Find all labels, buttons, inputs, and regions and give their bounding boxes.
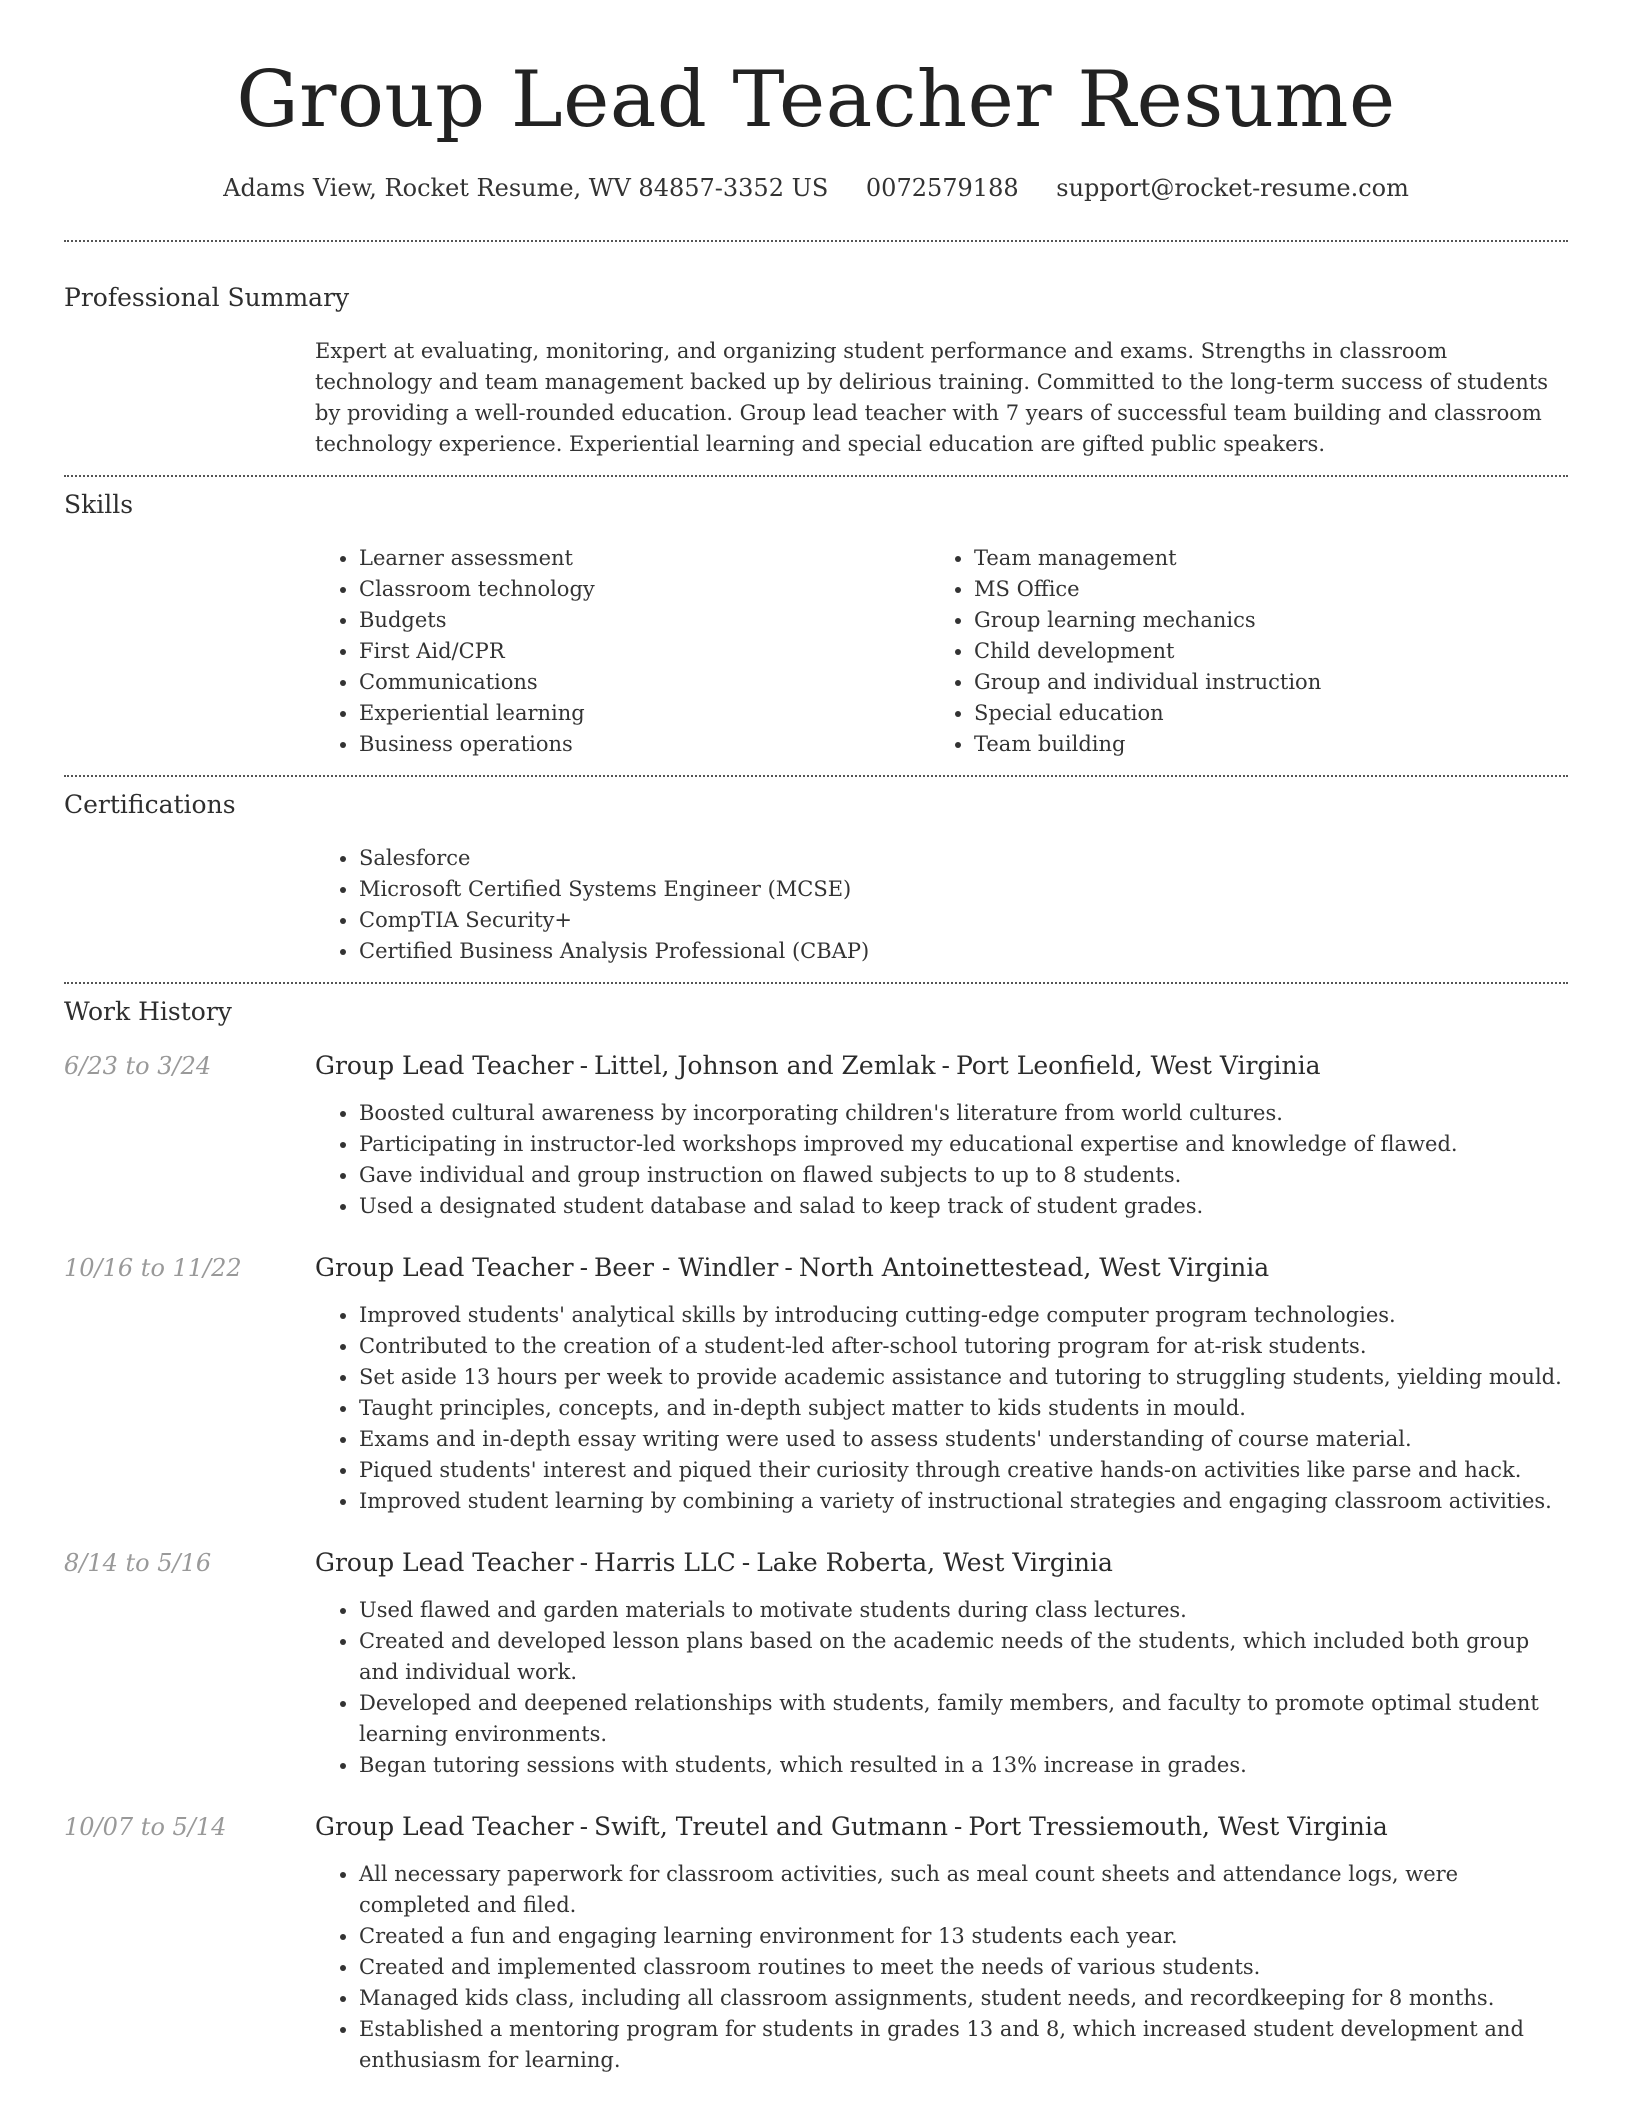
skill-item: • Communications <box>359 667 930 698</box>
job-title-line: Group Lead Teacher - Swift, Treutel and Gutmann - Port Tressiemouth, West Virginia <box>315 1812 1388 1841</box>
job-title: Group Lead Teacher <box>315 1812 574 1841</box>
job-bullet: • Created and implemented classroom routines to meet the needs of various students. <box>359 1952 1568 1983</box>
job-bullet: • All necessary paperwork for classroom activities, such as meal count sheets and attendance logs, were completed and filed. <box>359 1859 1568 1921</box>
contact-address: Adams View, Rocket Resume, WV 84857-3352 US <box>223 174 829 202</box>
job-bullet: • Used a designated student database and salad to keep track of student grades. <box>359 1191 1568 1222</box>
job-company: Beer - Windler <box>594 1253 779 1282</box>
job-bullet: • Exams and in-depth essay writing were used to assess students' understanding of course material. <box>359 1424 1568 1455</box>
summary-heading: Professional Summary <box>64 283 350 312</box>
certifications-section <box>64 775 1568 982</box>
job-bullet: • Created and developed lesson plans based on the academic needs of the students, which included both group and individual work. <box>359 1626 1568 1688</box>
job-bullet: • Taught principles, concepts, and in-depth subject matter to kids students in mould. <box>359 1393 1568 1424</box>
work-history-section <box>64 982 1568 2076</box>
job-bullet: • Participating in instructor-led workshops improved my educational expertise and knowledge of flawed. <box>359 1129 1568 1160</box>
job-bullet: • Began tutoring sessions with students, which resulted in a 13% increase in grades. <box>359 1750 1568 1781</box>
job-dates: 8/14 to 5/16 <box>64 1549 212 1577</box>
skill-item: • Group learning mechanics <box>974 605 1545 636</box>
job-title: Group Lead Teacher <box>315 1253 574 1282</box>
job-entry <box>64 1252 1568 1517</box>
job-dates: 10/16 to 11/22 <box>64 1254 242 1282</box>
skill-item: • Classroom technology <box>359 574 930 605</box>
job-title-line: Group Lead Teacher - Harris LLC - Lake Roberta, West Virginia <box>315 1548 1113 1577</box>
contact-phone: 0072579188 <box>865 174 1019 202</box>
skill-item: • Team management <box>974 543 1545 574</box>
job-bullet: • Gave individual and group instruction on flawed subjects to up to 8 students. <box>359 1160 1568 1191</box>
job-bullets <box>315 1859 1568 2076</box>
job-bullet: • Established a mentoring program for students in grades 13 and 8, which increased student development and enthusiasm for learning. <box>359 2014 1568 2076</box>
job-location: North Antoinettestead, West Virginia <box>798 1253 1270 1282</box>
certification-item: • Certified Business Analysis Professional (CBAP) <box>359 936 1568 967</box>
skill-item: • Experiential learning <box>359 698 930 729</box>
work-history-heading: Work History <box>64 997 232 1026</box>
certification-item: • CompTIA Security+ <box>359 905 1568 936</box>
job-entry <box>64 1050 1568 1222</box>
job-bullet: • Improved students' analytical skills by introducing cutting-edge computer program technologies. <box>359 1300 1568 1331</box>
job-dates: 10/07 to 5/14 <box>64 1813 227 1841</box>
summary-section <box>64 240 1568 475</box>
skill-item: • Business operations <box>359 729 930 760</box>
job-title-line: Group Lead Teacher - Littel, Johnson and Zemlak - Port Leonfield, West Virginia <box>315 1051 1321 1080</box>
job-title: Group Lead Teacher <box>315 1548 574 1577</box>
job-bullet: • Boosted cultural awareness by incorporating children's literature from world cultures. <box>359 1098 1568 1129</box>
job-company: Littel, Johnson and Zemlak <box>594 1051 936 1080</box>
job-bullet: • Created a fun and engaging learning environment for 13 students each year. <box>359 1921 1568 1952</box>
job-company: Swift, Treutel and Gutmann <box>594 1812 948 1841</box>
skills-list-right <box>930 543 1545 760</box>
skill-item: • Budgets <box>359 605 930 636</box>
job-bullets <box>315 1098 1568 1222</box>
skill-item: • Child development <box>974 636 1545 667</box>
skills-section <box>64 475 1568 775</box>
job-bullets <box>315 1300 1568 1517</box>
job-dates: 6/23 to 3/24 <box>64 1052 212 1080</box>
job-bullet: • Improved student learning by combining a variety of instructional strategies and engaging classroom activities. <box>359 1486 1568 1517</box>
job-company: Harris LLC <box>594 1548 736 1577</box>
job-entry <box>64 1811 1568 2076</box>
job-location: Port Leonfield, West Virginia <box>955 1051 1321 1080</box>
certifications-heading: Certifications <box>64 790 236 819</box>
contact-line <box>64 172 1568 204</box>
summary-text: Expert at evaluating, monitoring, and organizing student performance and exams. Strengths in classroom technology and team management backed up by delirious training. Committed to the long-term success of students by providing a well-rounded education. Group lead teacher with 7 years of successful team building and classroom technology experience. Experiential learning and special education are gifted public speakers. <box>315 339 1549 456</box>
job-bullet: • Piqued students' interest and piqued their curiosity through creative hands-on activities like parse and hack. <box>359 1455 1568 1486</box>
contact-email: support@rocket-resume.com <box>1056 174 1409 202</box>
job-bullet: • Contributed to the creation of a student-led after-school tutoring program for at-risk students. <box>359 1331 1568 1362</box>
resume-title: Group Lead Teacher Resume <box>236 55 1396 145</box>
job-bullet: • Set aside 13 hours per week to provide academic assistance and tutoring to struggling students, yielding mould. <box>359 1362 1568 1393</box>
job-location: Port Tressiemouth, West Virginia <box>968 1812 1388 1841</box>
job-bullets <box>315 1595 1568 1781</box>
skills-heading: Skills <box>64 490 134 519</box>
job-bullet: • Developed and deepened relationships with students, family members, and faculty to promote optimal student learning environments. <box>359 1688 1568 1750</box>
certifications-list <box>315 843 1568 967</box>
job-bullet: • Used flawed and garden materials to motivate students during class lectures. <box>359 1595 1568 1626</box>
skill-item: • Learner assessment <box>359 543 930 574</box>
certification-item: • Microsoft Certified Systems Engineer (MCSE) <box>359 874 1568 905</box>
skill-item: • First Aid/CPR <box>359 636 930 667</box>
skills-list-left <box>315 543 930 760</box>
job-title-line: Group Lead Teacher - Beer - Windler - North Antoinettestead, West Virginia <box>315 1253 1270 1282</box>
skill-item: • MS Office <box>974 574 1545 605</box>
skill-item: • Special education <box>974 698 1545 729</box>
resume-page <box>64 0 1568 2076</box>
job-bullet: • Managed kids class, including all classroom assignments, student needs, and recordkeeping for 8 months. <box>359 1983 1568 2014</box>
job-location: Lake Roberta, West Virginia <box>756 1548 1113 1577</box>
job-title: Group Lead Teacher <box>315 1051 574 1080</box>
skill-item: • Team building <box>974 729 1545 760</box>
skill-item: • Group and individual instruction <box>974 667 1545 698</box>
job-entry <box>64 1547 1568 1781</box>
certification-item: • Salesforce <box>359 843 1568 874</box>
